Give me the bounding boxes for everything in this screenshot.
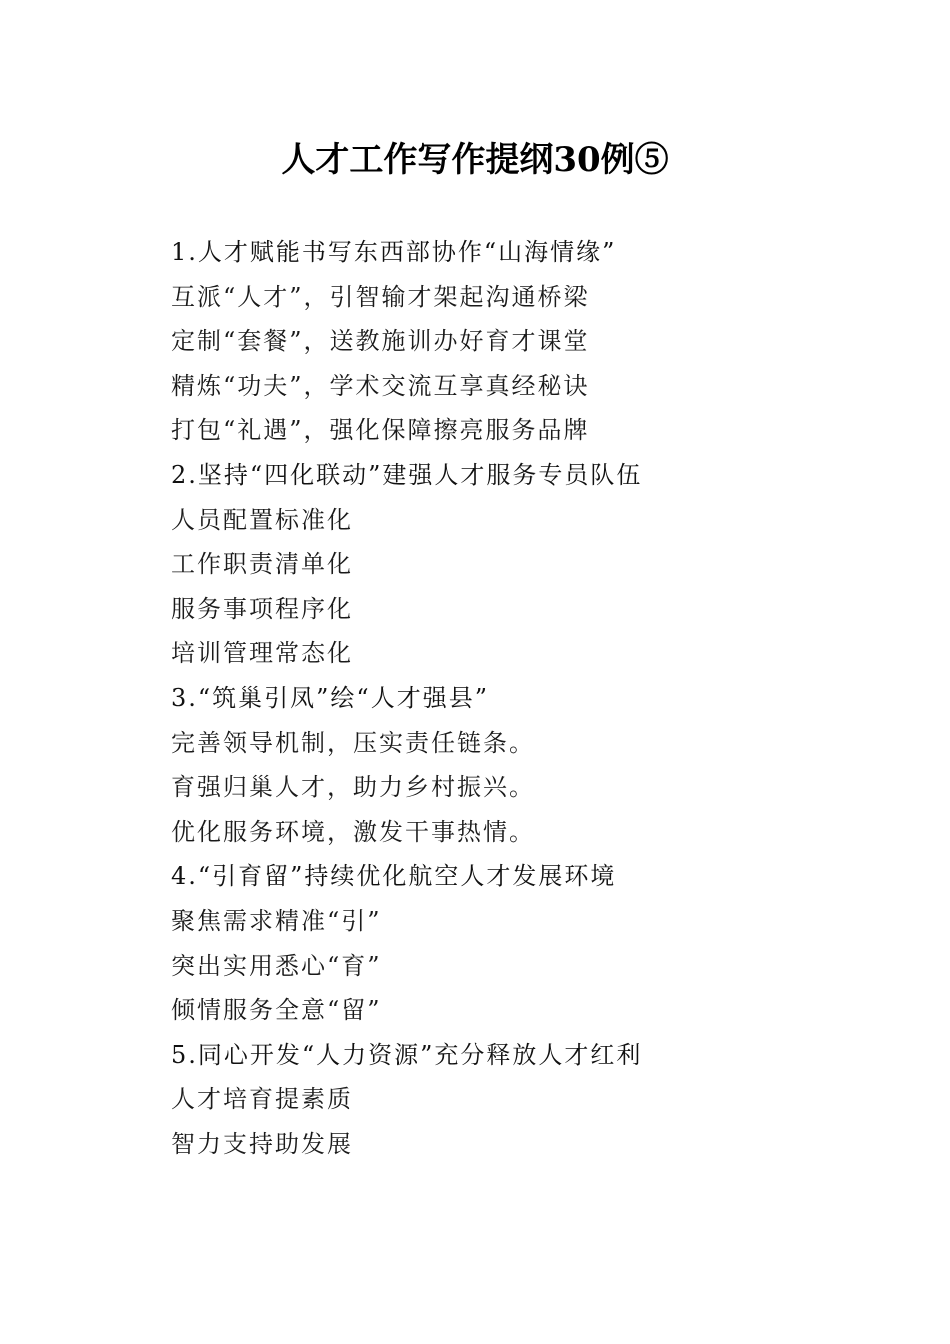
- document-body: [171, 230, 891, 1166]
- section-heading: 3.“筑巢引凤”绘“人才强县”: [171, 683, 489, 712]
- outline-item: 优化服务环境，激发干事热情。: [171, 817, 535, 846]
- outline-item: 服务事项程序化: [171, 594, 353, 623]
- outline-item: 育强归巢人才，助力乡村振兴。: [171, 773, 535, 802]
- outline-item: 聚焦需求精准“引”: [171, 906, 382, 935]
- outline-item: 培训管理常态化: [171, 639, 353, 668]
- outline-item: 人员配置标准化: [171, 505, 353, 534]
- outline-item: 定制“套餐”，送教施训办好育才课堂: [171, 327, 590, 356]
- outline-item: 精炼“功夫”，学术交流互享真经秘诀: [171, 371, 590, 400]
- outline-item: 智力支持助发展: [171, 1129, 353, 1158]
- section-heading: 4.“引育留”持续优化航空人才发展环境: [171, 862, 617, 891]
- outline-item: 工作职责清单化: [171, 550, 353, 579]
- outline-item: 互派“人才”，引智输才架起沟通桥梁: [171, 282, 590, 311]
- outline-item: 完善领导机制，压实责任链条。: [171, 728, 535, 757]
- outline-item: 打包“礼遇”，强化保障擦亮服务品牌: [171, 416, 590, 445]
- section-heading: 1.人才赋能书写东西部协作“山海情缘”: [171, 238, 617, 266]
- page-title: 人才工作写作提纲30例⑤: [281, 140, 669, 180]
- section-heading: 2.坚持“四化联动”建强人才服务专员队伍: [171, 460, 643, 489]
- outline-item: 倾情服务全意“留”: [171, 996, 382, 1025]
- outline-item: 突出实用悉心“育”: [171, 951, 382, 980]
- section-heading: 5.同心开发“人力资源”充分释放人才红利: [171, 1040, 643, 1069]
- outline-item: 人才培育提素质: [171, 1085, 353, 1114]
